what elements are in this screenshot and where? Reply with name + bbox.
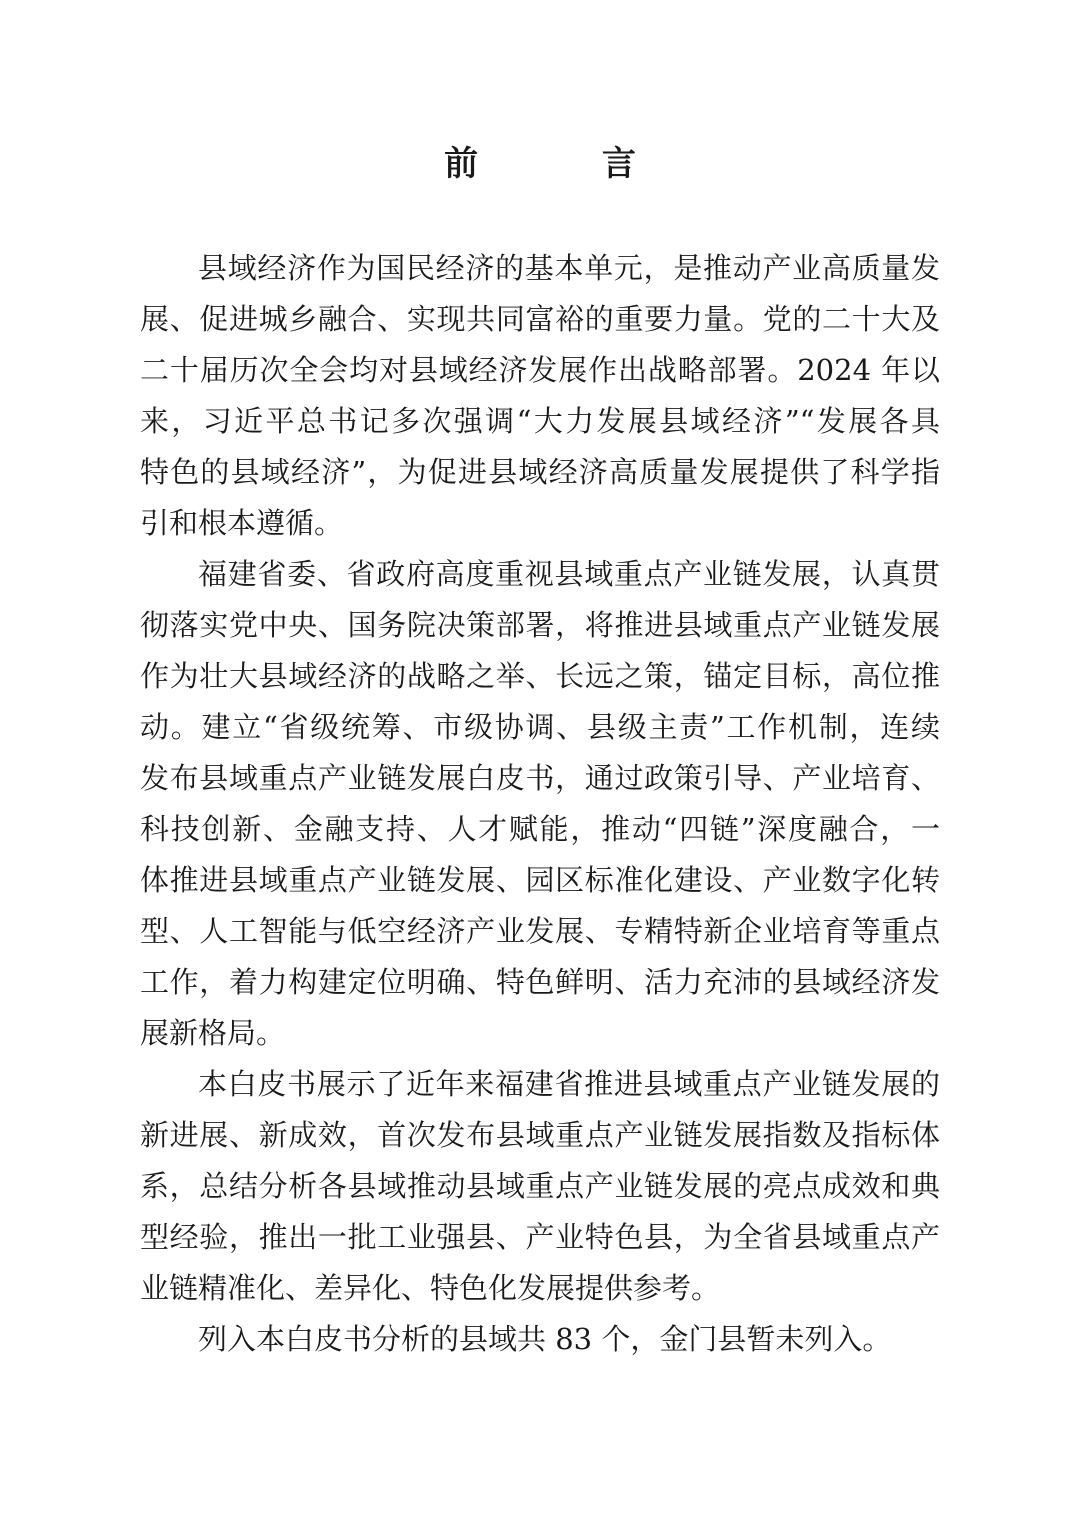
paragraph-4 — [140, 1314, 940, 1365]
paragraph-line: 本白皮书展示了近年来福建省推进县域重点产业链发展的 — [198, 1067, 940, 1101]
page-title: 前 言 — [444, 144, 692, 184]
paragraph-2 — [140, 549, 940, 1059]
paragraph-line: 二十届历次全会均对县域经济发展作出战略部署。2024 年以 — [140, 353, 940, 387]
paragraph-3 — [140, 1059, 940, 1314]
paragraph-line: 体推进县域重点产业链发展、园区标准化建设、产业数字化转 — [140, 863, 940, 897]
paragraph-line: 发布县域重点产业链发展白皮书，通过政策引导、产业培育、 — [140, 761, 940, 795]
paragraph-line: 来，习近平总书记多次强调“大力发展县域经济”“发展各具 — [140, 404, 940, 438]
paragraph-line: 动。建立“省级统筹、市级协调、县级主责”工作机制，连续 — [140, 710, 940, 744]
paragraph-line: 型经验，推出一批工业强县、产业特色县，为全省县域重点产 — [140, 1220, 940, 1254]
paragraph-line: 新进展、新成效，首次发布县域重点产业链发展指数及指标体 — [140, 1118, 940, 1152]
paragraph-line: 县域经济作为国民经济的基本单元，是推动产业高质量发 — [198, 251, 940, 285]
paragraph-line: 型、人工智能与低空经济产业发展、专精特新企业培育等重点 — [140, 914, 940, 948]
paragraph-line: 作为壮大县域经济的战略之举、长远之策，锚定目标，高位推 — [140, 659, 940, 693]
paragraph-1 — [140, 243, 940, 549]
paragraph-line: 系，总结分析各县域推动县域重点产业链发展的亮点成效和典 — [140, 1169, 940, 1203]
paragraph-line: 业链精准化、差异化、特色化发展提供参考。 — [140, 1271, 721, 1305]
paragraph-line: 列入本白皮书分析的县域共 83 个，金门县暂未列入。 — [198, 1322, 892, 1356]
paragraph-line: 福建省委、省政府高度重视县域重点产业链发展，认真贯 — [198, 557, 940, 591]
paragraph-line: 展新格局。 — [140, 1016, 286, 1050]
paragraph-line: 展、促进城乡融合、实现共同富裕的重要力量。党的二十大及 — [140, 302, 940, 336]
paragraph-line: 科技创新、金融支持、人才赋能，推动“四链”深度融合，一 — [140, 812, 940, 846]
paragraph-line: 工作，着力构建定位明确、特色鲜明、活力充沛的县域经济发 — [140, 965, 940, 999]
body-text — [140, 243, 940, 1365]
paragraph-line: 彻落实党中央、国务院决策部署，将推进县域重点产业链发展 — [140, 608, 940, 642]
paragraph-line: 特色的县域经济”，为促进县域经济高质量发展提供了科学指 — [140, 455, 940, 489]
paragraph-line: 引和根本遵循。 — [140, 506, 344, 540]
